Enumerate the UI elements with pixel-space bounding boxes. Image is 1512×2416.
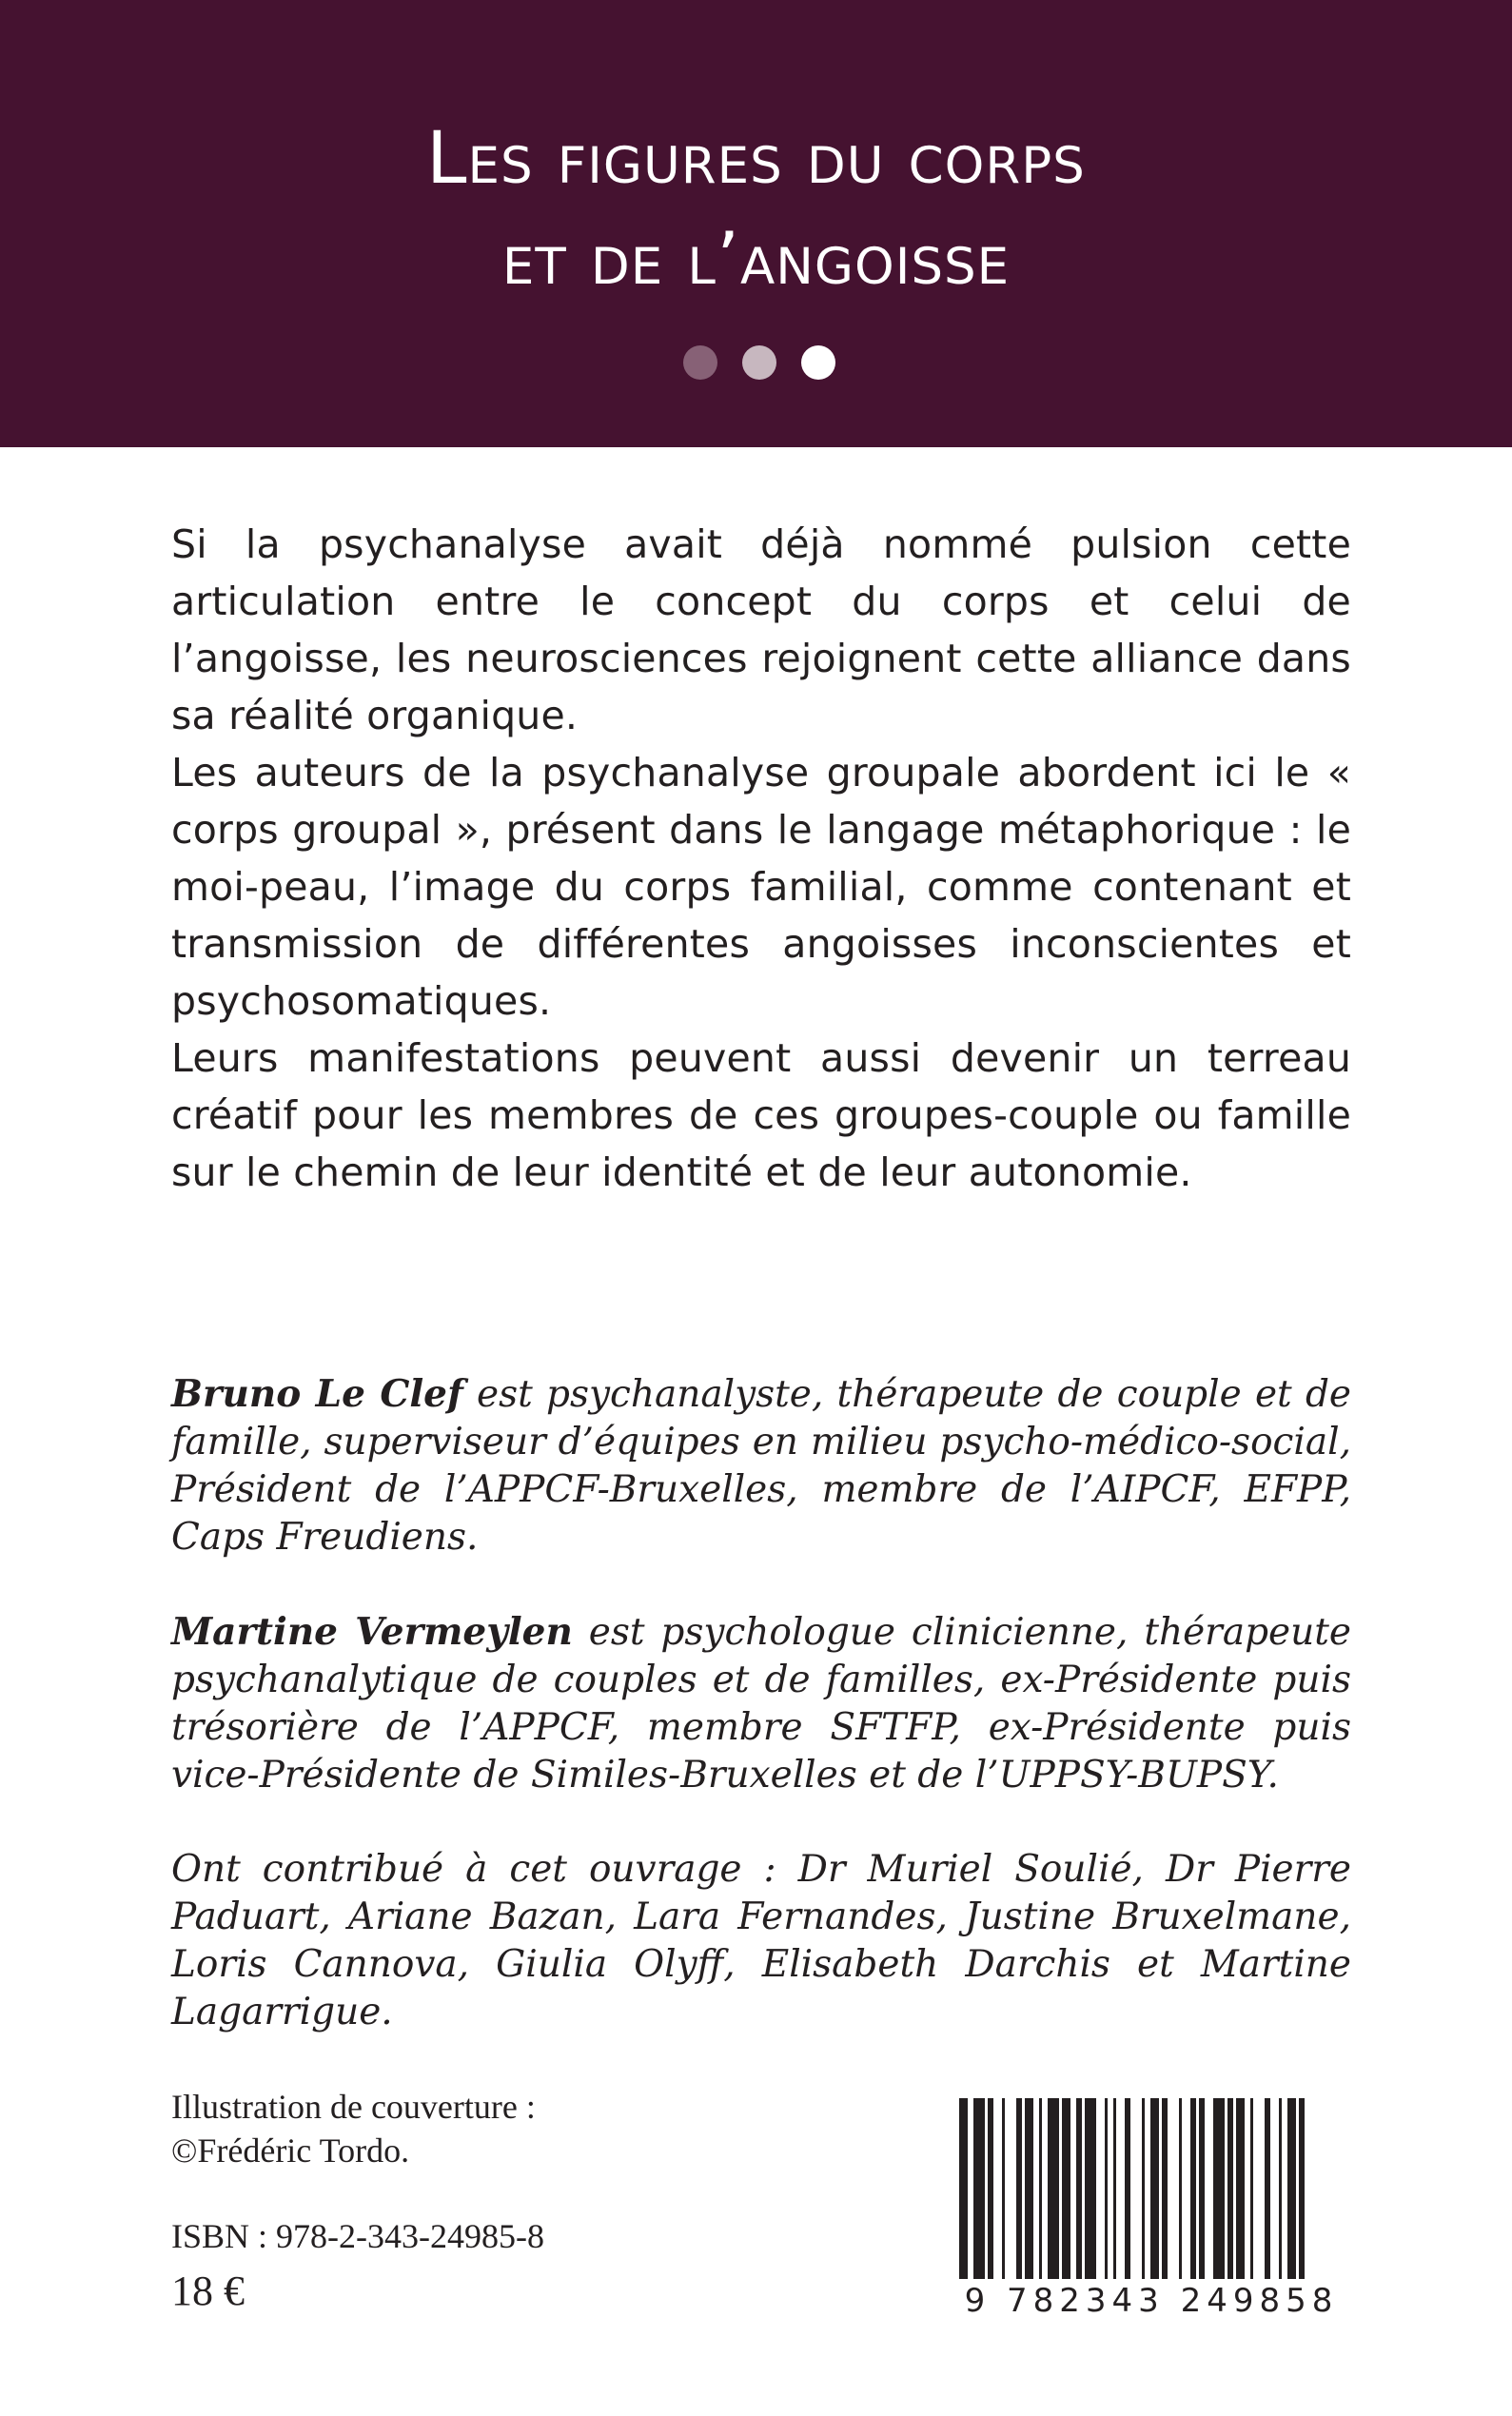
barcode-bar xyxy=(1287,2098,1296,2279)
barcode-bar xyxy=(1179,2098,1182,2279)
barcode-bar xyxy=(1076,2098,1082,2279)
barcode-bar xyxy=(1125,2098,1130,2279)
dot-icon xyxy=(683,345,717,380)
isbn-text: ISBN : 978-2-343-24985-8 xyxy=(171,2217,544,2255)
barcode-bar xyxy=(1016,2098,1022,2279)
barcode-bar xyxy=(1265,2098,1270,2279)
description-paragraph-1: Si la psychanalyse avait déjà nommé pulsion cette articulation entre le concept du corps et celui de l’angoisse, les neurosciences rejoignent cette alliance dans sa réalité organique. xyxy=(171,521,1351,738)
barcode-bar xyxy=(1039,2098,1042,2279)
price-text: 18 € xyxy=(171,2268,245,2314)
barcode-bar xyxy=(1002,2098,1005,2279)
barcode-bar xyxy=(1299,2098,1305,2279)
illustration-credit-name: ©Frédéric Tordo. xyxy=(171,2131,410,2170)
author-name-1: Bruno Le Clef xyxy=(171,1372,463,1416)
barcode-bar xyxy=(1048,2098,1059,2279)
author-bio-1 xyxy=(171,1370,1351,1562)
barcode-bar xyxy=(1279,2098,1282,2279)
barcode-bar xyxy=(1062,2098,1070,2279)
barcode-bar xyxy=(1162,2098,1168,2279)
description-paragraph-3: Leurs manifestations peuvent aussi devenir un terreau créatif pour les membres de ces groupes-couple ou famille sur le chemin de leur identité et de leur autonomie. xyxy=(171,1035,1351,1195)
barcode-bar xyxy=(1105,2098,1108,2279)
illustration-credit-label: Illustration de couverture : xyxy=(171,2088,536,2126)
barcode-bar xyxy=(1227,2098,1233,2279)
dot-icon xyxy=(742,345,776,380)
barcode-bar xyxy=(1213,2098,1225,2279)
author-bio-text-2: est psychologue clinicienne, thérapeute psychanalytique de couples et de familles, ex-Présidente puis trésorière de l’APPCF, membre SFTFP, ex-Présidente puis vice-Présidente de Similes-Bruxelles et de l’UPPSY-BUPSY. xyxy=(171,1611,1351,1797)
barcode-bar xyxy=(1190,2098,1196,2279)
barcode-bar xyxy=(1085,2098,1096,2279)
barcode-bar xyxy=(1150,2098,1159,2279)
author-bio-2 xyxy=(171,1608,1351,1799)
dot-icon xyxy=(801,345,835,380)
author-bio-text-1: est psychanalyste, thérapeute de couple et de famille, superviseur d’équipes en milieu psycho-médico-social, Président de l’APPCF-Bruxelles, membre de l’AIPCF, EFPP, Caps Freudiens. xyxy=(171,1373,1351,1559)
barcode-bar xyxy=(973,2098,985,2279)
book-title-line-1: Les figures du corps xyxy=(426,115,1086,200)
barcode-bar xyxy=(1250,2098,1253,2279)
book-title-line-2: et de l’angoisse xyxy=(501,216,1011,301)
barcode-bar xyxy=(1113,2098,1116,2279)
description-paragraph-2: Les auteurs de la psychanalyse groupale abordent ici le « corps groupal », présent dans le langage métaphorique : le moi-peau, l’image du corps familial, comme contenant et transmission de différentes angoisses inconscientes et psychosomatiques. xyxy=(171,750,1351,1024)
barcode-bar xyxy=(1236,2098,1245,2279)
barcode-bar xyxy=(1199,2098,1205,2279)
contributors-text: Ont contribué à cet ouvrage : Dr Muriel Soulié, Dr Pierre Paduart, Ariane Bazan, Lara Fernandes, Justine Bruxelmane, Loris Cannova, Giulia Olyff, Elisabeth Darchis et Martine Lagarrigue. xyxy=(171,1848,1351,2033)
barcode-bar xyxy=(988,2098,993,2279)
barcode-bar xyxy=(1142,2098,1145,2279)
barcode-bar xyxy=(1025,2098,1033,2279)
barcode-digits: 9 782343 249858 xyxy=(964,2282,1339,2320)
author-name-2: Martine Vermeylen xyxy=(171,1610,573,1654)
cover-header xyxy=(0,0,1512,447)
barcode-bar xyxy=(959,2098,968,2279)
